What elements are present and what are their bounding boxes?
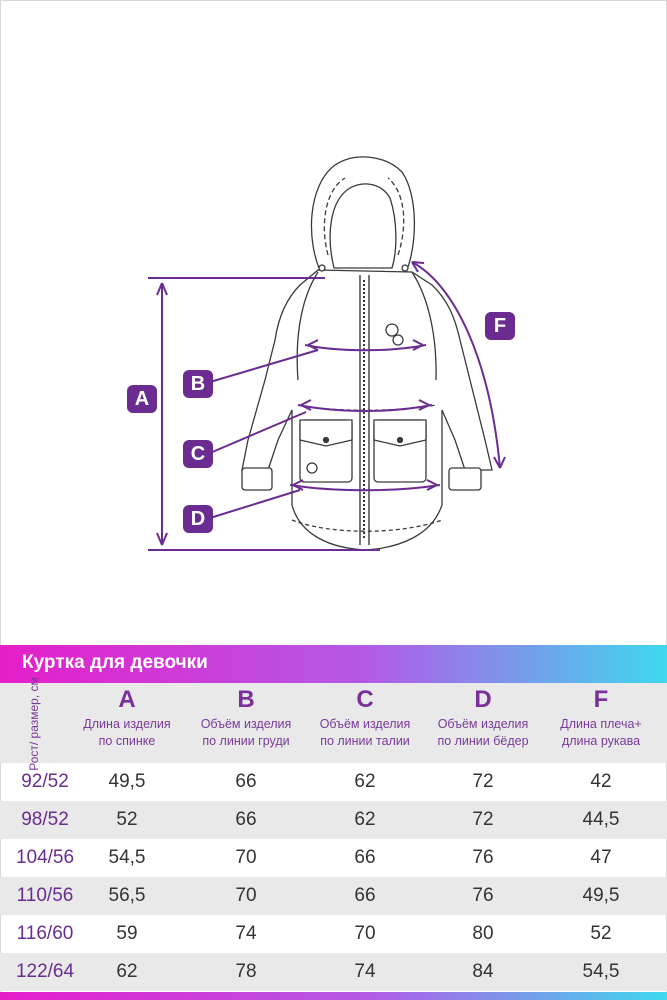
- col-letter: D: [474, 686, 492, 713]
- title-banner: [0, 645, 667, 683]
- value-cell-c: 62: [354, 771, 376, 792]
- value-cell-c: 66: [354, 847, 376, 868]
- col-desc-line2: по линии талии: [320, 734, 410, 748]
- value-cell-d: 84: [472, 961, 494, 982]
- marker-c: C: [183, 440, 213, 468]
- value-cell-b: 78: [235, 961, 257, 982]
- marker-b: B: [183, 370, 213, 398]
- table-row: [0, 915, 667, 953]
- col-header-d: [424, 686, 542, 750]
- size-cell: 104/56: [15, 847, 75, 868]
- value-cell-f: 54,5: [582, 961, 620, 982]
- value-cell-f: 47: [590, 847, 612, 868]
- right-cuff: [449, 468, 481, 490]
- col-letter: A: [118, 686, 136, 713]
- table-row: [0, 877, 667, 915]
- value-cell-d: 76: [472, 847, 494, 868]
- col-desc-line1: Объём изделия: [200, 717, 292, 731]
- value-cell-c: 74: [354, 961, 376, 982]
- size-cell: 92/52: [21, 771, 69, 792]
- value-cell-d: 76: [472, 885, 494, 906]
- size-cell: 122/64: [15, 961, 75, 982]
- table-row: [0, 839, 667, 877]
- value-cell-d: 72: [472, 771, 494, 792]
- value-cell-c: 70: [354, 923, 376, 944]
- col-desc-line1: Длина изделия: [83, 717, 171, 731]
- col-letter: B: [237, 686, 255, 713]
- value-cell-a: 52: [116, 809, 138, 830]
- value-cell-b: 70: [235, 847, 257, 868]
- size-cell: 110/56: [16, 885, 74, 906]
- size-cell: 116/60: [16, 923, 74, 944]
- left-cuff: [242, 468, 272, 490]
- marker-d: D: [183, 505, 213, 533]
- value-cell-a: 62: [116, 961, 138, 982]
- jacket-hood: [311, 157, 414, 275]
- bottom-gradient-bar: [0, 992, 667, 1000]
- col-desc-line2: длина рукава: [561, 734, 641, 748]
- size-cell: 98/52: [21, 809, 69, 830]
- table-title: Куртка для девочки: [22, 652, 208, 673]
- col-header-b: [187, 686, 305, 750]
- value-cell-f: 44,5: [582, 809, 620, 830]
- col-desc-line1: Объём изделия: [319, 717, 411, 731]
- marker-a: A: [127, 385, 157, 413]
- value-cell-f: 52: [590, 923, 612, 944]
- value-cell-f: 49,5: [582, 885, 620, 906]
- value-cell-b: 70: [235, 885, 257, 906]
- value-cell-a: 54,5: [108, 847, 146, 868]
- table-row: [0, 953, 667, 991]
- value-cell-f: 42: [590, 771, 612, 792]
- table-row: [0, 801, 667, 839]
- col-desc-line2: по спинке: [98, 734, 156, 748]
- col-header-f: [542, 686, 660, 750]
- value-cell-c: 62: [354, 809, 376, 830]
- value-cell-b: 66: [235, 771, 257, 792]
- col-desc-line2: по линии бёдер: [437, 734, 529, 748]
- table-row: [0, 763, 667, 801]
- col-header-c: [306, 686, 424, 750]
- value-cell-b: 74: [235, 923, 257, 944]
- marker-f: F: [485, 312, 515, 340]
- col-letter: C: [356, 686, 374, 713]
- value-cell-d: 80: [472, 923, 494, 944]
- value-cell-d: 72: [472, 809, 494, 830]
- col-desc-line2: по линии груди: [202, 734, 290, 748]
- value-cell-a: 49,5: [108, 771, 146, 792]
- col-desc-line1: Длина плеча+: [560, 717, 642, 731]
- value-cell-b: 66: [235, 809, 257, 830]
- value-cell-a: 56,5: [108, 885, 146, 906]
- col-header-a: [68, 686, 186, 750]
- col-desc-line1: Объём изделия: [437, 717, 529, 731]
- col-letter: F: [593, 686, 609, 713]
- value-cell-a: 59: [116, 923, 138, 944]
- value-cell-c: 66: [354, 885, 376, 906]
- size-column-header: Рост/ размер, см: [27, 677, 41, 771]
